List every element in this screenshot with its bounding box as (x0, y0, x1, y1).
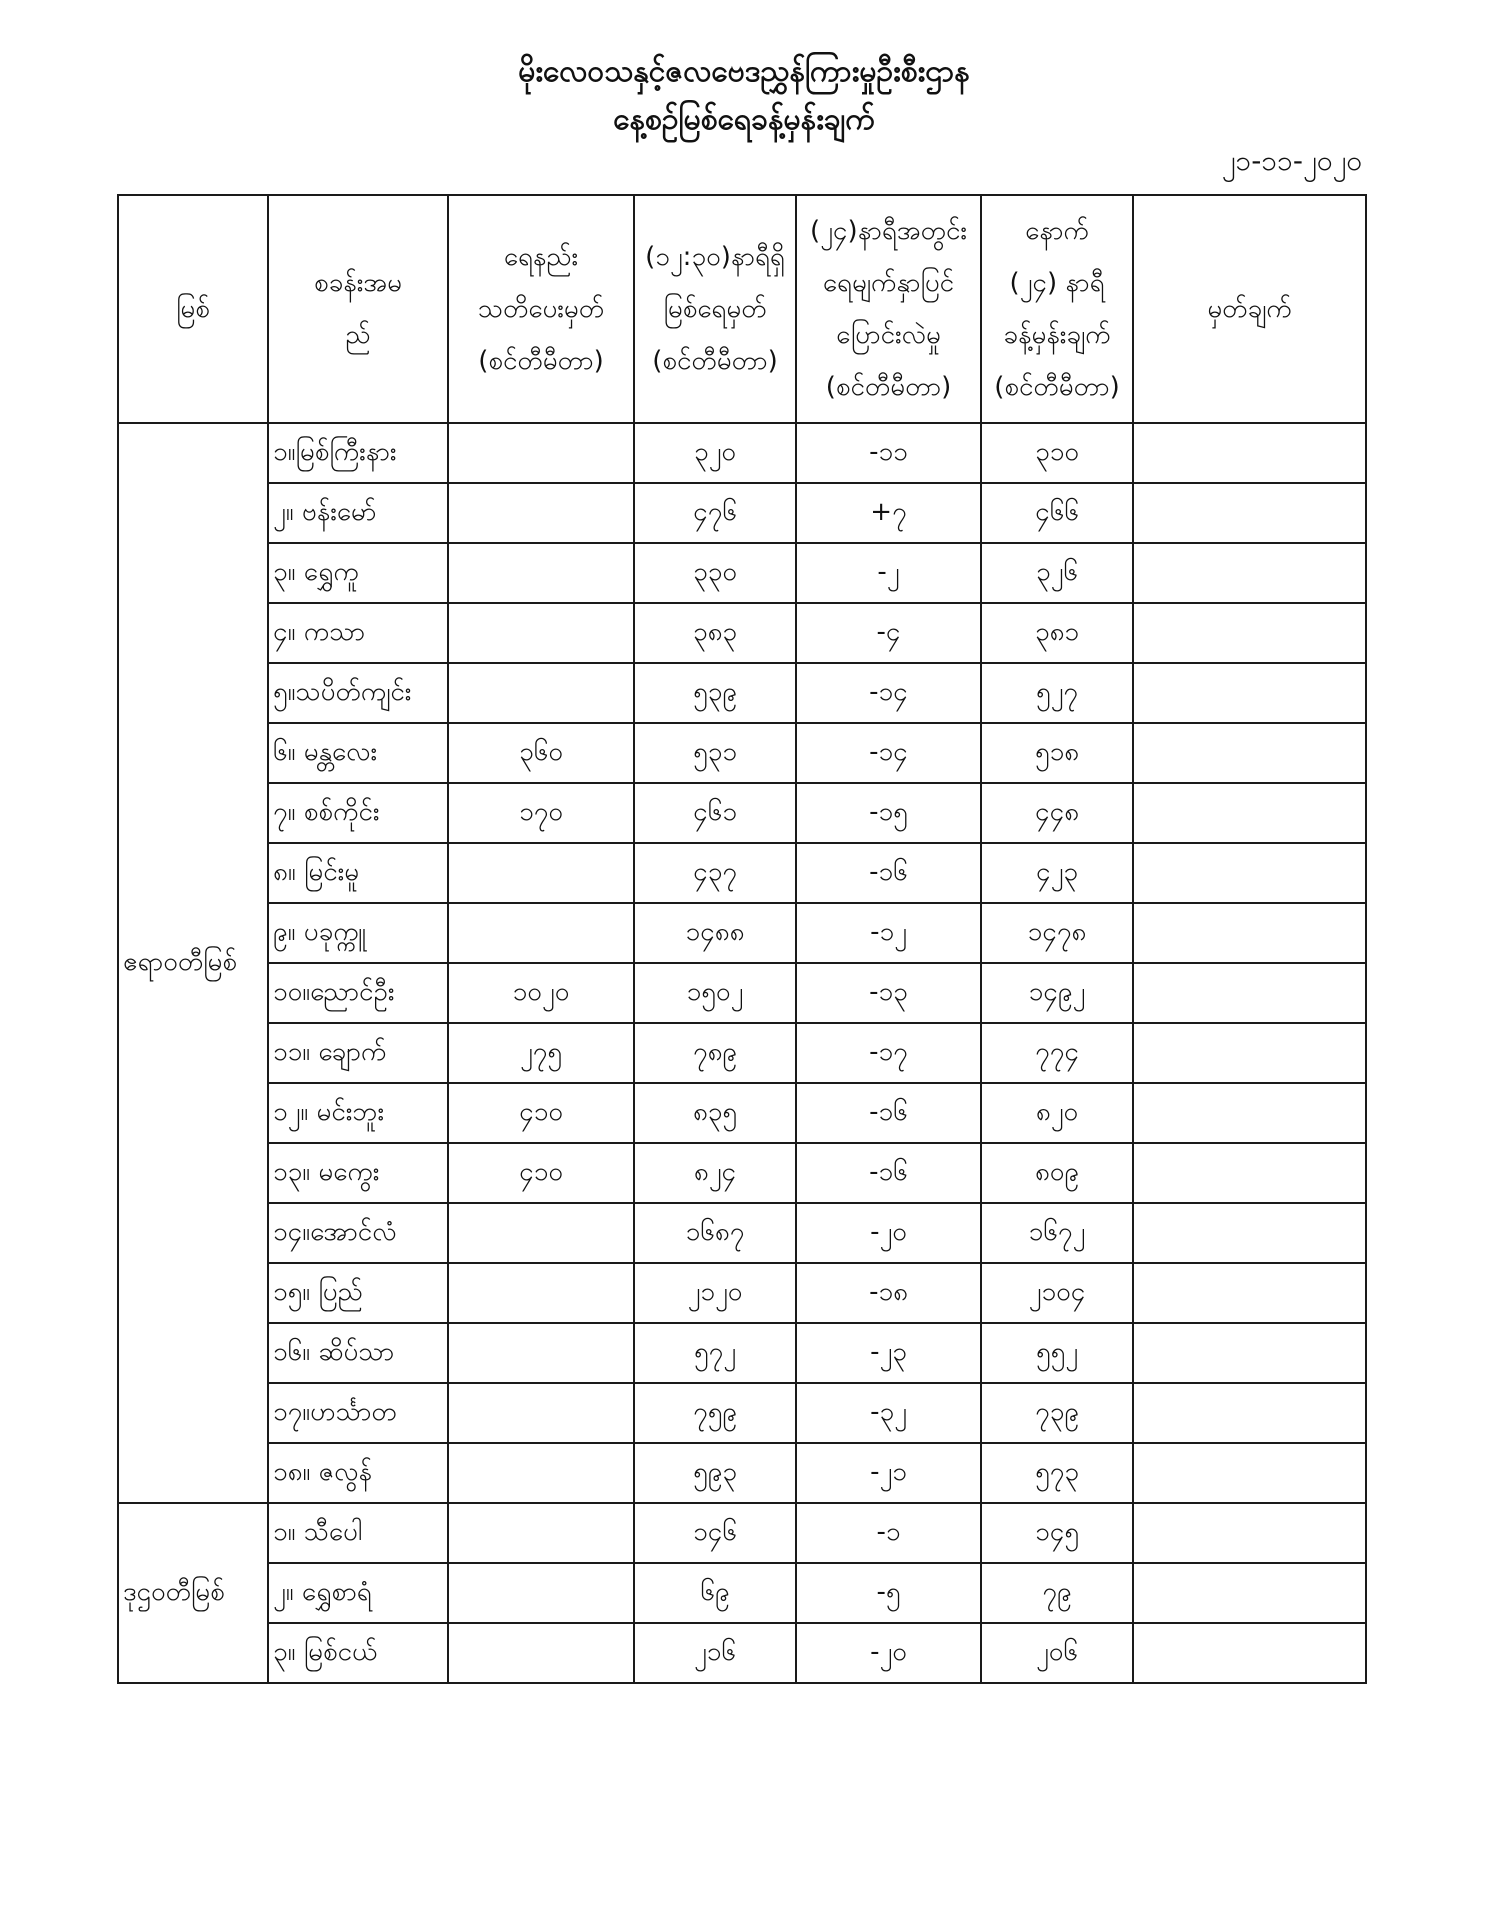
header-line: မှတ်ချက် (1207, 294, 1292, 324)
table-row (118, 1263, 1366, 1323)
water-level: ၁၄၈၈ (634, 903, 796, 963)
level-change: -၁၄ (796, 663, 981, 723)
header-line: ည် (345, 320, 371, 350)
forecast-level: ၅၁၈ (981, 723, 1133, 783)
forecast-level: ၈၂၀ (981, 1083, 1133, 1143)
report-date: ၂၁-၁၁-၂၀၂၀ (1221, 144, 1362, 177)
page-subtitle: နေ့စဉ်မြစ်ရေခန့်မှန်းချက် (613, 102, 875, 137)
station-name: ၂။ ရွှေစာရံ (268, 1563, 448, 1623)
forecast-level: ၄၄၈ (981, 783, 1133, 843)
level-change: -၃၂ (796, 1383, 981, 1443)
level-change: -၂ (796, 543, 981, 603)
forecast-level: ၁၄၉၂ (981, 963, 1133, 1023)
remark (1133, 783, 1366, 843)
table-row (118, 1383, 1366, 1443)
level-change: -၄ (796, 603, 981, 663)
forecast-level: ၅၇၃ (981, 1443, 1133, 1503)
remark (1133, 963, 1366, 1023)
header-line: ပြောင်းလဲမှု (836, 320, 941, 350)
header-line: စခန်းအမ (313, 268, 403, 298)
station-name: ၁။မြစ်ကြီးနား (268, 423, 448, 483)
forecast-level: ၇၇၄ (981, 1023, 1133, 1083)
warning-level (448, 1443, 634, 1503)
table-row (118, 1143, 1366, 1203)
warning-level (448, 423, 634, 483)
header-line: နောက် (1025, 216, 1089, 246)
level-change: -၅ (796, 1563, 981, 1623)
station-name: ၈။ မြင်းမူ (268, 843, 448, 903)
warning-level: ၁၇၀ (448, 783, 634, 843)
water-level: ၃၃၀ (634, 543, 796, 603)
table-row (118, 1443, 1366, 1503)
table-row (118, 423, 1366, 483)
table-row (118, 1323, 1366, 1383)
water-level: ၈၃၅ (634, 1083, 796, 1143)
level-change: -၂၁ (796, 1443, 981, 1503)
level-change: -၁၄ (796, 723, 981, 783)
table-row (118, 543, 1366, 603)
table-row (118, 843, 1366, 903)
header-col-change (796, 195, 981, 423)
station-name: ၆။ မန္တလေး (268, 723, 448, 783)
warning-level: ၃၆၀ (448, 723, 634, 783)
warning-level (448, 1263, 634, 1323)
warning-level (448, 1323, 634, 1383)
warning-level (448, 543, 634, 603)
header-col-station (268, 195, 448, 423)
station-name: ၁၃။ မကွေး (268, 1143, 448, 1203)
station-name: ၃။ မြစ်ငယ် (268, 1623, 448, 1683)
water-level: ၂၁၆ (634, 1623, 796, 1683)
remark (1133, 483, 1366, 543)
warning-level (448, 1203, 634, 1263)
header-col-river (118, 195, 268, 423)
forecast-level: ၅၂၇ (981, 663, 1133, 723)
table-row (118, 483, 1366, 543)
remark (1133, 663, 1366, 723)
water-level: ၃၈၃ (634, 603, 796, 663)
table-row (118, 663, 1366, 723)
table-header-row (118, 195, 1366, 423)
header-col-water-level (634, 195, 796, 423)
header-line: မြစ်ရေမှတ် (663, 294, 767, 324)
forecast-level: ၂၁၀၄ (981, 1263, 1133, 1323)
level-change: -၁၈ (796, 1263, 981, 1323)
forecast-level: ၇၉ (981, 1563, 1133, 1623)
header-line: ရေမျက်နှာပြင် (822, 268, 955, 298)
header-line: (စင်တီမီတာ) (478, 346, 604, 376)
level-change: -၁၅ (796, 783, 981, 843)
table-row (118, 1623, 1366, 1683)
warning-level: ၄၁၀ (448, 1143, 634, 1203)
water-level: ၃၂၀ (634, 423, 796, 483)
water-level: ၂၁၂၀ (634, 1263, 796, 1323)
water-level: ၁၄၆ (634, 1503, 796, 1563)
table-row (118, 603, 1366, 663)
warning-level (448, 843, 634, 903)
header-col-remark (1133, 195, 1366, 423)
level-change: -၁၂ (796, 903, 981, 963)
level-change: +၇ (796, 483, 981, 543)
station-name: ၁၆။ ဆိပ်သာ (268, 1323, 448, 1383)
header-line: (စင်တီမီတာ) (825, 372, 952, 402)
table-row (118, 1503, 1366, 1563)
remark (1133, 723, 1366, 783)
header-line: (၁၂:၃၀)နာရီရှိ (645, 242, 785, 272)
forecast-level: ၄၂၃ (981, 843, 1133, 903)
table-row (118, 1083, 1366, 1143)
station-name: ၄။ ကသာ (268, 603, 448, 663)
water-level: ၈၂၄ (634, 1143, 796, 1203)
station-name: ၁၂။ မင်းဘူး (268, 1083, 448, 1143)
header-line: (စင်တီမီတာ) (652, 346, 778, 376)
forecast-level: ၄၆၆ (981, 483, 1133, 543)
level-change: -၁၆ (796, 843, 981, 903)
remark (1133, 1263, 1366, 1323)
level-change: -၁၃ (796, 963, 981, 1023)
forecast-level: ၁၄၅ (981, 1503, 1133, 1563)
remark (1133, 1383, 1366, 1443)
warning-level: ၁၀၂၀ (448, 963, 634, 1023)
river-name: ဧရာဝတီမြစ် (118, 423, 268, 1503)
water-level: ၄၃၇ (634, 843, 796, 903)
remark (1133, 543, 1366, 603)
warning-level (448, 903, 634, 963)
water-level: ၇၈၉ (634, 1023, 796, 1083)
warning-level (448, 1623, 634, 1683)
header-line: သတိပေးမှတ် (477, 294, 605, 324)
water-level: ၅၉၃ (634, 1443, 796, 1503)
water-level: ၅၇၂ (634, 1323, 796, 1383)
header-line: (၂၄) နာရီ (1009, 268, 1105, 298)
station-name: ၁၅။ ပြည် (268, 1263, 448, 1323)
station-name: ၇။ စစ်ကိုင်း (268, 783, 448, 843)
station-name: ၅။သပိတ်ကျင်း (268, 663, 448, 723)
river-name: ဒုဌဝတီမြစ် (118, 1503, 268, 1683)
water-level: ၆၉ (634, 1563, 796, 1623)
table-row (118, 1023, 1366, 1083)
level-change: -၁၆ (796, 1143, 981, 1203)
warning-level: ၄၁၀ (448, 1083, 634, 1143)
station-name: ၁၄။အောင်လံ (268, 1203, 448, 1263)
header-line: ရေနည်း (503, 242, 579, 272)
remark (1133, 1503, 1366, 1563)
remark (1133, 1323, 1366, 1383)
forecast-level: ၅၅၂ (981, 1323, 1133, 1383)
remark (1133, 1623, 1366, 1683)
remark (1133, 843, 1366, 903)
table-row (118, 723, 1366, 783)
forecast-level: ၈၀၉ (981, 1143, 1133, 1203)
warning-level (448, 1563, 634, 1623)
station-name: ၁၁။ ချောက် (268, 1023, 448, 1083)
table-row (118, 903, 1366, 963)
page-title: မိုးလေဝသနှင့်ဇလဗေဒညွှန်ကြားမှုဦးစီးဌာန (518, 54, 970, 89)
remark (1133, 1563, 1366, 1623)
table-row (118, 1563, 1366, 1623)
header-line: (စင်တီမီတာ) (994, 372, 1120, 402)
level-change: -၂၃ (796, 1323, 981, 1383)
remark (1133, 1203, 1366, 1263)
warning-level (448, 1383, 634, 1443)
table-body (118, 423, 1366, 1683)
remark (1133, 1083, 1366, 1143)
warning-level: ၂၇၅ (448, 1023, 634, 1083)
level-change: -၁၇ (796, 1023, 981, 1083)
level-change: -၂၀ (796, 1623, 981, 1683)
remark (1133, 603, 1366, 663)
forecast-level: ၇၃၉ (981, 1383, 1133, 1443)
station-name: ၃။ ရွှေကူ (268, 543, 448, 603)
water-level: ၄၆၁ (634, 783, 796, 843)
remark (1133, 1023, 1366, 1083)
warning-level (448, 663, 634, 723)
warning-level (448, 1503, 634, 1563)
warning-level (448, 483, 634, 543)
forecast-level: ၂၀၆ (981, 1623, 1133, 1683)
header-line: (၂၄)နာရီအတွင်း (810, 216, 967, 246)
header-col-warning-level (448, 195, 634, 423)
forecast-level: ၃၈၁ (981, 603, 1133, 663)
level-change: -၁ (796, 1503, 981, 1563)
water-level: ၅၃၁ (634, 723, 796, 783)
water-level: ၇၅၉ (634, 1383, 796, 1443)
table-row (118, 1203, 1366, 1263)
river-forecast-table (117, 194, 1367, 1684)
header-line: မြစ် (176, 294, 210, 324)
forecast-level: ၃၂၆ (981, 543, 1133, 603)
forecast-level: ၁၆၇၂ (981, 1203, 1133, 1263)
table-row (118, 783, 1366, 843)
station-name: ၂။ ဗန်းမော် (268, 483, 448, 543)
water-level: ၁၆၈၇ (634, 1203, 796, 1263)
level-change: -၁၆ (796, 1083, 981, 1143)
remark (1133, 1143, 1366, 1203)
water-level: ၁၅၀၂ (634, 963, 796, 1023)
table-row (118, 963, 1366, 1023)
remark (1133, 1443, 1366, 1503)
remark (1133, 903, 1366, 963)
header-col-forecast (981, 195, 1133, 423)
header-line: ခန့်မှန်းချက် (1003, 320, 1111, 350)
level-change: -၁၁ (796, 423, 981, 483)
water-level: ၄၇၆ (634, 483, 796, 543)
station-name: ၁။ သီပေါ (268, 1503, 448, 1563)
station-name: ၁၇။ဟင်္သာတ (268, 1383, 448, 1443)
forecast-level: ၃၁၀ (981, 423, 1133, 483)
station-name: ၁၀။ညောင်ဦး (268, 963, 448, 1023)
remark (1133, 423, 1366, 483)
level-change: -၂၀ (796, 1203, 981, 1263)
station-name: ၁၈။ ဇလွန် (268, 1443, 448, 1503)
forecast-level: ၁၄၇၈ (981, 903, 1133, 963)
warning-level (448, 603, 634, 663)
water-level: ၅၃၉ (634, 663, 796, 723)
station-name: ၉။ ပခုက္ကူ (268, 903, 448, 963)
